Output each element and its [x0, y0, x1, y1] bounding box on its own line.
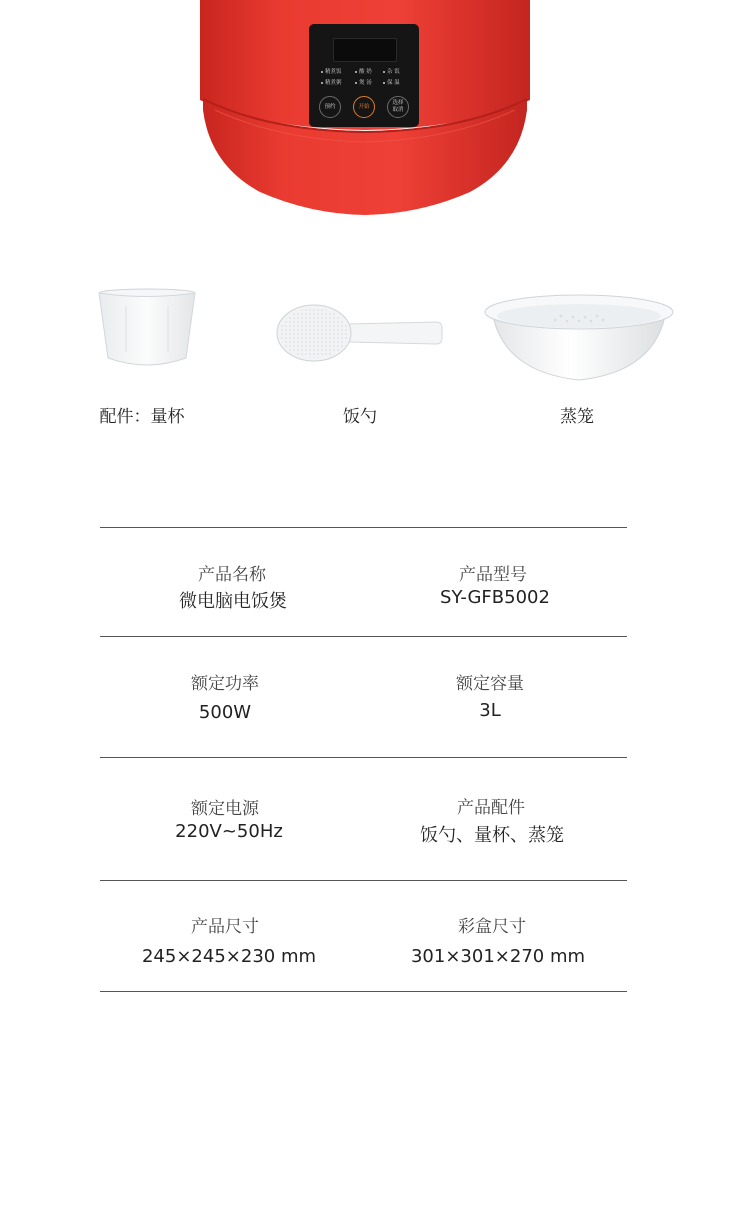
menu-item: 精煮饭	[321, 68, 355, 76]
spec-label-power: 额定功率	[191, 674, 259, 694]
divider	[100, 880, 627, 881]
cooking-menu	[321, 68, 413, 87]
spec-value-box-size: 301×301×270 mm	[410, 946, 586, 967]
spec-value-product-size: 245×245×230 mm	[141, 946, 317, 967]
menu-item: 煲 汤	[355, 79, 383, 87]
spec-value-power-supply: 220V~50Hz	[175, 821, 283, 842]
spec-label-accessories: 产品配件	[457, 798, 525, 818]
menu-item: 保 温	[383, 79, 411, 87]
spec-label-capacity: 额定容量	[456, 674, 524, 694]
spec-value-accessories: 饭勺、量杯、蒸笼	[420, 825, 564, 846]
spec-label-power-supply: 额定电源	[191, 799, 259, 819]
rice-paddle-icon	[276, 300, 444, 370]
accessory-label-paddle: 饭勺	[343, 407, 377, 427]
spec-value-product-name: 微电脑电饭煲	[179, 591, 287, 612]
divider	[100, 991, 627, 992]
measuring-cup-icon	[96, 282, 198, 372]
led-display	[333, 38, 397, 62]
spec-label-model: 产品型号	[459, 565, 527, 585]
select-cancel-button: 选择 取消	[387, 96, 409, 118]
rice-cooker-image	[0, 0, 750, 230]
reserve-button: 预约	[319, 96, 341, 118]
menu-item: 酸 奶	[355, 68, 383, 76]
accessory-label-cup: 配件：量杯	[99, 407, 185, 427]
menu-item: 精煮粥	[321, 79, 355, 87]
spec-label-product-name: 产品名称	[198, 565, 266, 585]
spec-label-product-size: 产品尺寸	[191, 917, 259, 937]
menu-item: 杂 饭	[383, 68, 411, 76]
divider	[100, 636, 627, 637]
spec-value-model: SY-GFB5002	[440, 587, 550, 608]
control-panel	[309, 24, 419, 127]
spec-value-power: 500W	[198, 702, 252, 723]
accessory-label-steamer: 蒸笼	[560, 407, 594, 427]
spec-value-capacity: 3L	[479, 700, 501, 721]
divider	[100, 757, 627, 758]
steamer-basket-icon	[483, 290, 675, 384]
start-button: 开始	[353, 96, 375, 118]
divider	[100, 527, 627, 528]
spec-label-box-size: 彩盒尺寸	[458, 917, 526, 937]
